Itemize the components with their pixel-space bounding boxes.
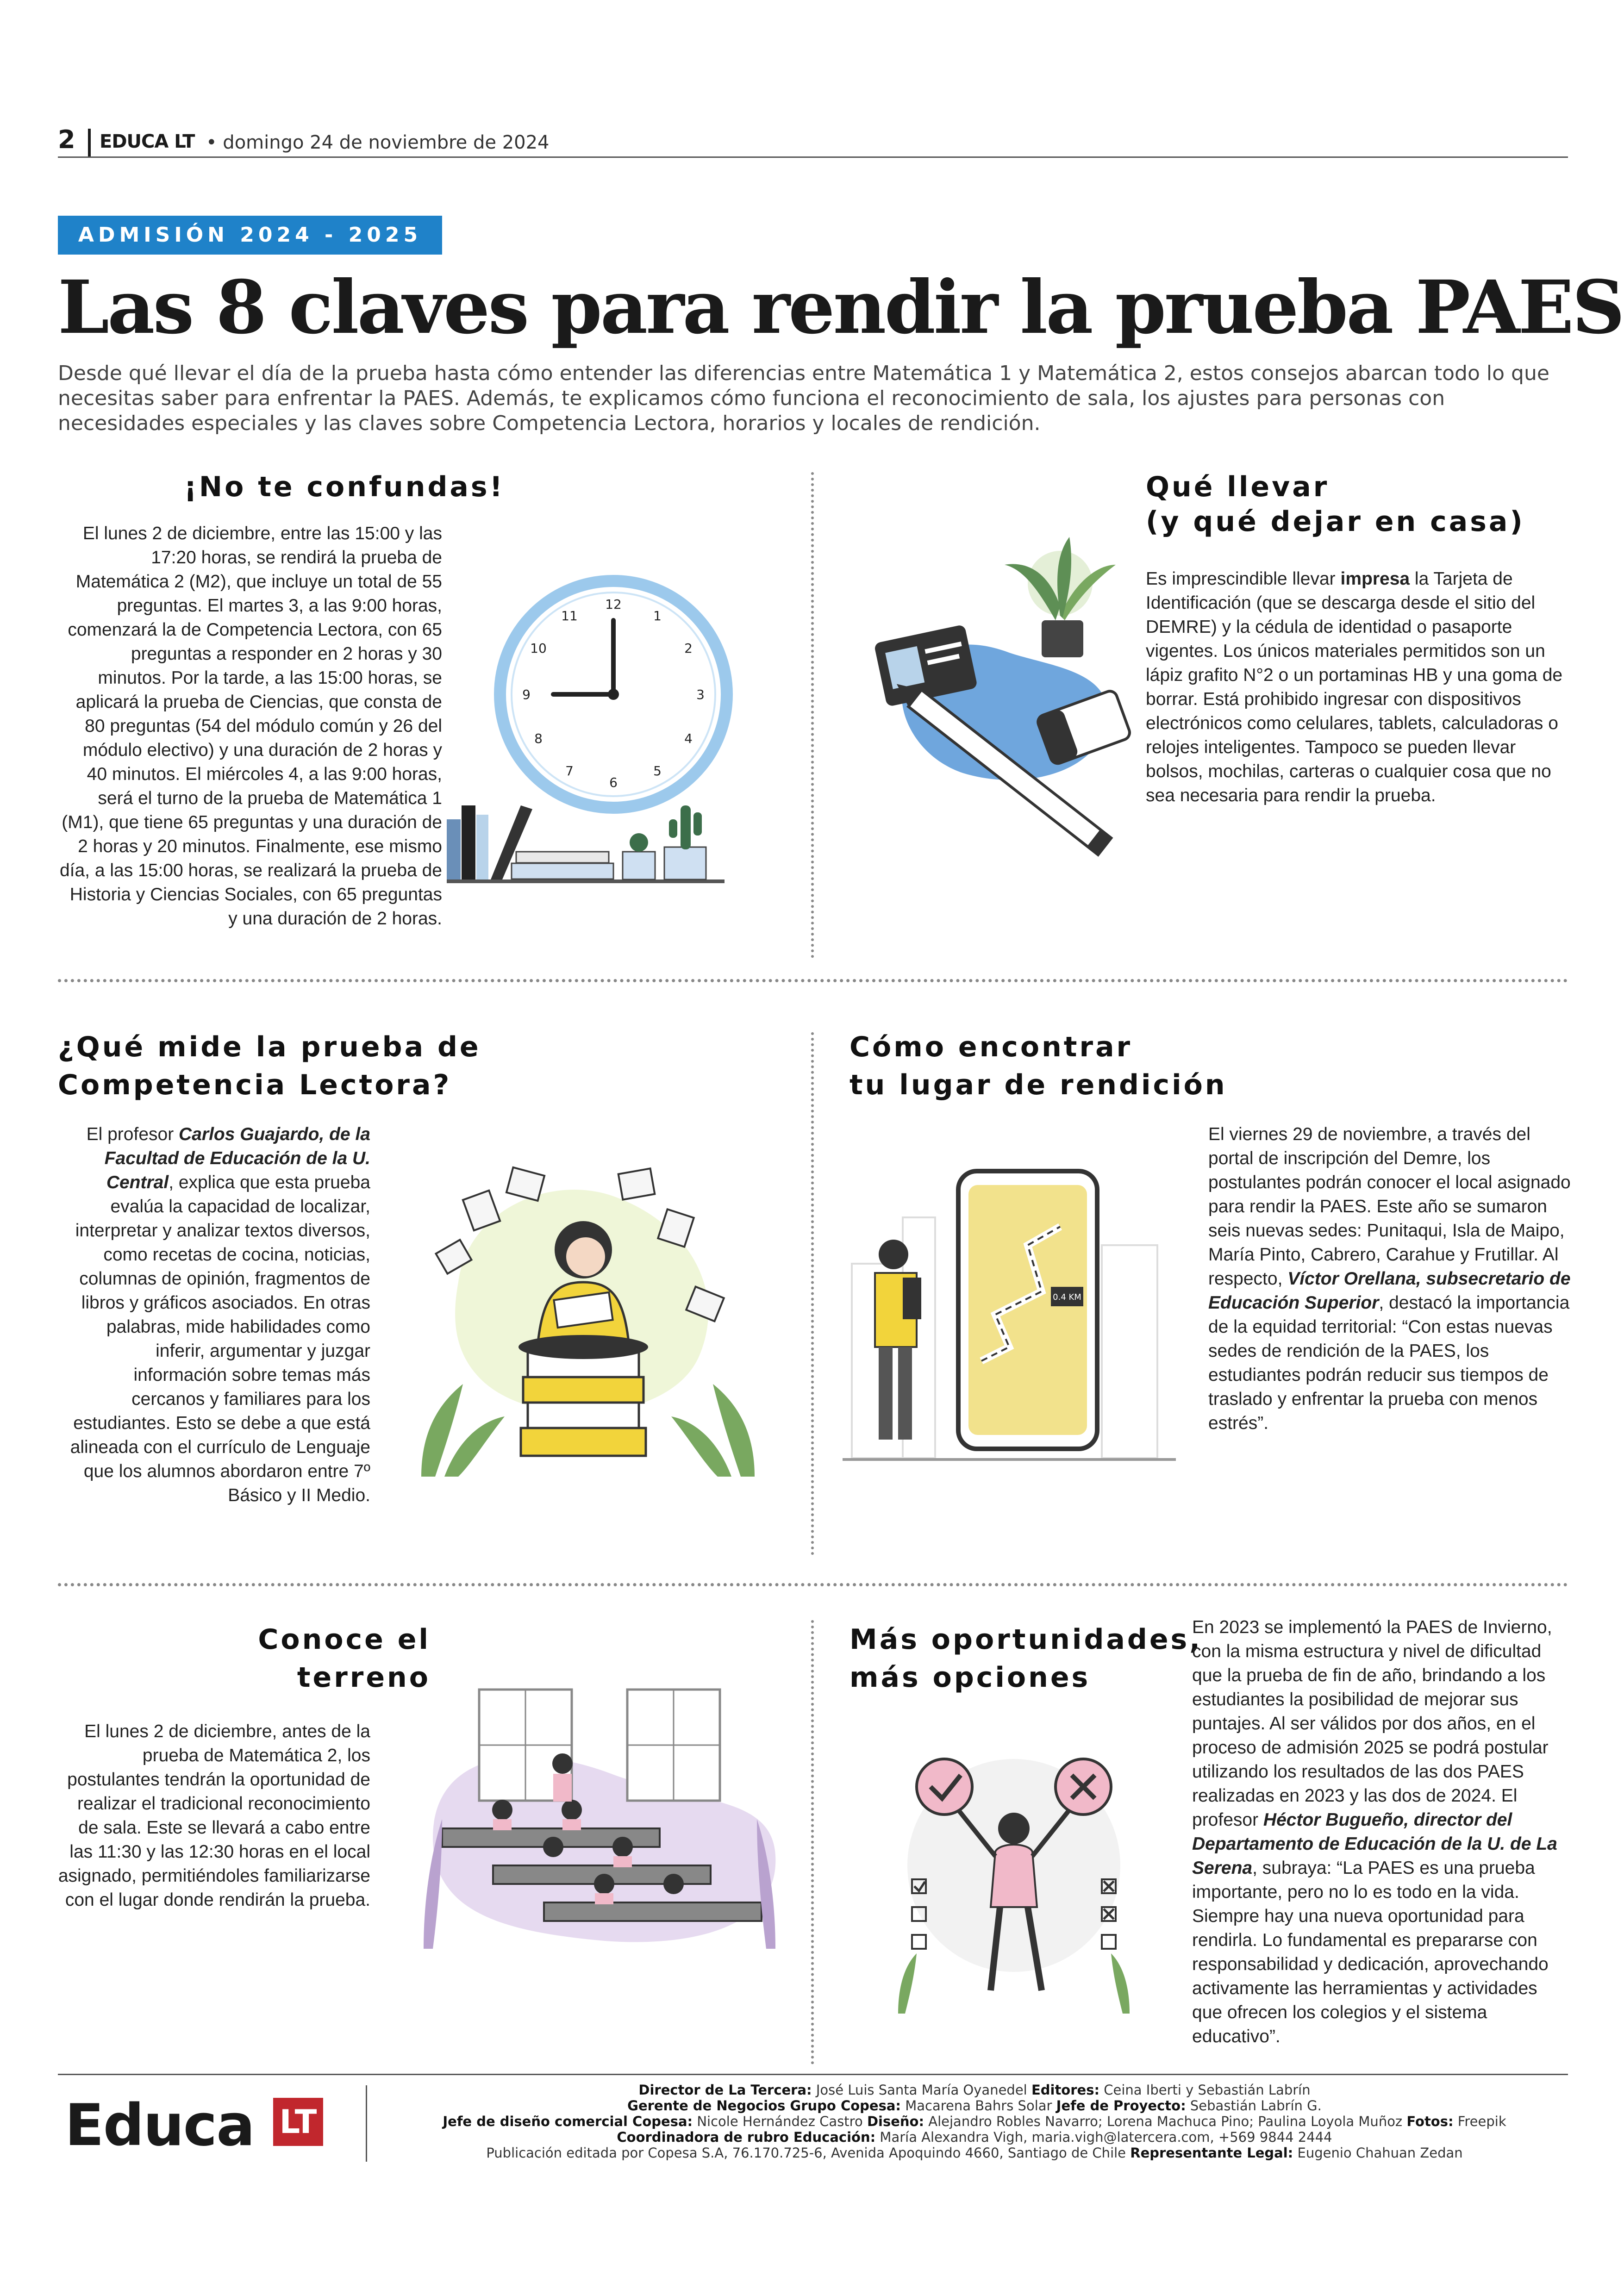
credits-line <box>389 2098 1560 2114</box>
body-que-llevar-part: Es imprescindible llevar <box>1146 569 1341 589</box>
body-que-llevar-emphasis: impresa <box>1340 569 1410 589</box>
svg-text:10: 10 <box>530 641 547 656</box>
body-lectora-part: El profesor <box>86 1124 179 1144</box>
body-oportunidades-part: , subraya: “La PAES es una prueba importante, pero no lo es todo en la vida. Siempre hay una nueva oportunidad para rendirla. Lo fundamental es prepararse con responsabilidad y dedicación, aprovechando activamente las herramientas y actividades que ofrecen los colegios y el sistema educativo”. <box>1192 1858 1549 2046</box>
svg-text:7: 7 <box>565 763 574 779</box>
heading-mas-oportunidades: Más oportunidades, <box>849 1623 1203 1656</box>
footer-logo: Educa <box>65 2092 254 2159</box>
svg-text:2: 2 <box>684 641 693 656</box>
svg-text:6: 6 <box>609 775 618 790</box>
body-competencia-lectora <box>58 1123 370 1508</box>
credit-role: Director de La Tercera: <box>638 2082 812 2098</box>
column-divider <box>811 472 814 958</box>
credit-name: José Luis Santa María Oyanedel <box>812 2082 1031 2098</box>
section-tag: ADMISIÓN 2024 - 2025 <box>58 216 442 255</box>
body-lugar-part: , destacó la importancia de la equidad territorial: “Con estas nuevas sedes de rendición de la PAES, los estudiantes podrán reducir sus tiempos de traslado y enfrentar la prueba con menos estrés”. <box>1208 1293 1570 1433</box>
credit-name: Eugenio Chahuan Zedan <box>1293 2145 1463 2161</box>
credit-role: Representante Legal: <box>1130 2145 1293 2161</box>
footer-logo-badge: LT <box>273 2098 323 2146</box>
credits-line <box>389 2129 1560 2145</box>
article-competencia-lectora <box>58 1023 799 1560</box>
heading-que-llevar: Qué llevar <box>1146 471 1330 503</box>
svg-text:5: 5 <box>653 763 662 779</box>
credits-line <box>389 2082 1560 2098</box>
body-lugar-quote-source: Víctor Orellana, subsecretario de Educación Superior <box>1208 1269 1571 1313</box>
subheading-que-llevar: (y qué dejar en casa) <box>1146 505 1525 538</box>
row-divider <box>58 1583 1568 1586</box>
subheading-competencia-lectora: Competencia Lectora? <box>58 1069 452 1101</box>
phone-map-illustration <box>843 1162 1176 1486</box>
credit-name: Sebastián Labrín G. <box>1186 2098 1322 2114</box>
credit-role: Coordinadora de rubro Educación: <box>617 2129 876 2145</box>
credit-role: Jefe de Proyecto: <box>1056 2098 1186 2114</box>
subheading-conoce-terreno: terreno <box>297 1661 431 1694</box>
reading-girl-illustration <box>403 1143 782 1495</box>
row-divider <box>58 979 1568 982</box>
svg-text:4: 4 <box>684 731 693 746</box>
heading-lugar-rendicion: Cómo encontrar <box>849 1031 1133 1063</box>
body-conoce-terreno: El lunes 2 de diciembre, antes de la prueba de Matemática 2, los postulantes tendrán la oportunidad de realizar el tradicional reconocimiento de sala. Este se llevará a cabo entre las 11:30 y las 12:30 horas en el local asignado, permitiéndoles familiarizarse con el lugar donde rendirán la prueba. <box>58 1721 370 1910</box>
credit-role: Editores: <box>1031 2082 1100 2098</box>
distance-label: 0.4 KM <box>1053 1292 1081 1302</box>
body-mas-oportunidades <box>1192 1615 1572 2049</box>
svg-text:9: 9 <box>522 687 531 702</box>
credit-role: Gerente de Negocios Grupo Copesa: <box>627 2098 901 2114</box>
credit-name: María Alexandra Vigh, maria.vigh@latercera.com, +569 9844 2444 <box>875 2129 1332 2145</box>
body-oportunidades-quote-source: Héctor Bugueño, director del Departamento de Educación de la U. de La Serena <box>1192 1810 1557 1878</box>
svg-text:1: 1 <box>653 608 662 624</box>
body-lectora-quote-source: Carlos Guajardo, de la Facultad de Educación de la U. Central <box>104 1124 370 1192</box>
article-conoce-terreno <box>58 1615 799 2069</box>
body-que-llevar-part: la Tarjeta de Identificación (que se descarga desde el sitio del DEMRE) y la cédula de identidad o pasaporte vigentes. Los únicos materiales permitidos son un lápiz grafito N°2 o un portaminas HB y una goma de borrar. Está prohibido ingresar con dispositivos electrónicos como celulares, tablets, calculadoras o relojes inteligentes. Tampoco se pueden llevar bolsos, mochilas, carteras o cualquier cosa que no sea necesaria para rendir la prueba. <box>1146 569 1563 805</box>
heading-conoce-terreno: Conoce el <box>258 1623 431 1656</box>
svg-text:12: 12 <box>605 597 622 612</box>
body-oportunidades-part: En 2023 se implementó la PAES de Invierno, con la misma estructura y nivel de dificultad que la prueba de fin de año, brindando a los estudiantes la posibilidad de mejorar sus puntajes. Al ser válidos por dos años, en el proceso de admisión 2025 se podrá postular utilizando los resultados de las dos PAES realizadas en 2023 y las dos de 2024. El profesor <box>1192 1617 1552 1830</box>
article-mas-oportunidades <box>829 1615 1569 2069</box>
brand-name: EDUCA LT <box>100 131 195 152</box>
footer-rule <box>58 2074 1568 2075</box>
credit-name: Publicación editada por Copesa S.A, 76.170.725-6, Avenida Apoquindo 4660, Santiago de Chile <box>486 2145 1131 2161</box>
subheading-mas-oportunidades: más opciones <box>849 1661 1091 1694</box>
page-title: Las 8 claves para rendir la prueba PAES <box>58 265 1623 350</box>
footer-divider <box>366 2085 367 2162</box>
credit-role: Fotos: <box>1406 2114 1454 2129</box>
column-divider <box>811 1032 814 1555</box>
choice-illustration <box>880 1740 1148 2018</box>
svg-text:3: 3 <box>696 687 705 702</box>
id-card-pencil-illustration <box>856 514 1153 875</box>
lead-paragraph: Desde qué llevar el día de la prueba hasta cómo entender las diferencias entre Matemática 1 y Matemática 2, estos consejos abarcan todo lo que necesitas saber para enfrentar la PAES. Además, te explicamos cómo funciona el reconocimiento de sala, los ajustes para personas con necesidades especiales y las claves sobre Competencia Lectora, horarios y locales de rendición. <box>58 362 1549 435</box>
issue-date: • domingo 24 de noviembre de 2024 <box>206 132 550 153</box>
body-no-te-confundas: El lunes 2 de diciembre, entre las 15:00 y las 17:20 horas, se rendirá la prueba de Matemática 2 (M2), que incluye un total de 55 preguntas. El martes 3, a las 9:00 horas, comenzará la de Competencia Lectora, con 65 preguntas a responder en 2 horas y 30 minutos. Por la tarde, a las 15:00 horas, se aplicará la prueba de Ciencias, que consta de 80 preguntas (54 del módulo común y 26 del módulo electivo) y una duración de 2 horas y 40 minutos. El miércoles 4, a las 9:00 horas, será el turno de la prueba de Matemática 1 (M1), que tiene 65 preguntas y una duración de 2 horas y 20 minutos. Finalmente, ese mismo día, a las 15:00 horas, se realizará la prueba de Historia y Ciencias Sociales, con 65 preguntas y una duración de 2 horas. <box>59 524 442 929</box>
heading-competencia-lectora: ¿Qué mide la prueba de <box>58 1031 481 1063</box>
svg-text:8: 8 <box>534 731 543 746</box>
credits-block <box>389 2082 1560 2161</box>
header-rule <box>58 156 1568 158</box>
svg-text:11: 11 <box>561 608 578 624</box>
body-que-llevar <box>1146 567 1567 808</box>
header-divider <box>88 129 91 156</box>
article-que-llevar <box>829 463 1569 963</box>
subheading-lugar-rendicion: tu lugar de rendición <box>849 1069 1227 1101</box>
credits-line <box>389 2114 1560 2129</box>
heading-no-te-confundas: ¡No te confundas! <box>184 471 505 503</box>
column-divider <box>811 1620 814 2064</box>
credit-name: Freepik <box>1453 2114 1506 2129</box>
credit-name: Macarena Bahrs Solar <box>901 2098 1056 2114</box>
body-lugar-rendicion <box>1208 1123 1572 1435</box>
article-no-te-confundas <box>58 463 799 963</box>
page-number: 2 <box>58 125 75 154</box>
credits-line <box>389 2145 1560 2161</box>
credit-role: Jefe de diseño comercial Copesa: <box>443 2114 693 2129</box>
article-lugar-rendicion <box>829 1023 1569 1560</box>
credit-name: Alejandro Robles Navarro; Lorena Machuca Pino; Paulina Loyola Muñoz <box>924 2114 1407 2129</box>
clock-illustration <box>447 555 799 907</box>
body-lectora-part: , explica que esta prueba evalúa la capacidad de localizar, interpretar y analizar textos diversos, como recetas de cocina, noticias, columnas de opinión, fragmentos de libros y gráficos asociados. En otras palabras, mide habilidades como inferir, argumentar y juzgar información sobre temas más cercanos y familiares para los estudiantes. Esto se debe a que está alineada con el currículo de Lenguaje que los alumnos abordaron entre 7º Básico y II Medio. <box>70 1172 370 1505</box>
body-lugar-part: El viernes 29 de noviembre, a través del portal de inscripción del Demre, los postulantes podrán conocer el local asignado para rendir la PAES. Este año se sumaron seis nuevas sedes: Punitaqui, Isla de Maipo, María Pinto, Cabrero, Carahue y Frutillar. Al respecto, <box>1208 1124 1571 1289</box>
classroom-illustration <box>414 1671 794 1977</box>
credit-name: Nicole Hernández Castro <box>693 2114 867 2129</box>
credit-name: Ceina Iberti y Sebastián Labrín <box>1099 2082 1311 2098</box>
credit-role: Diseño: <box>867 2114 924 2129</box>
